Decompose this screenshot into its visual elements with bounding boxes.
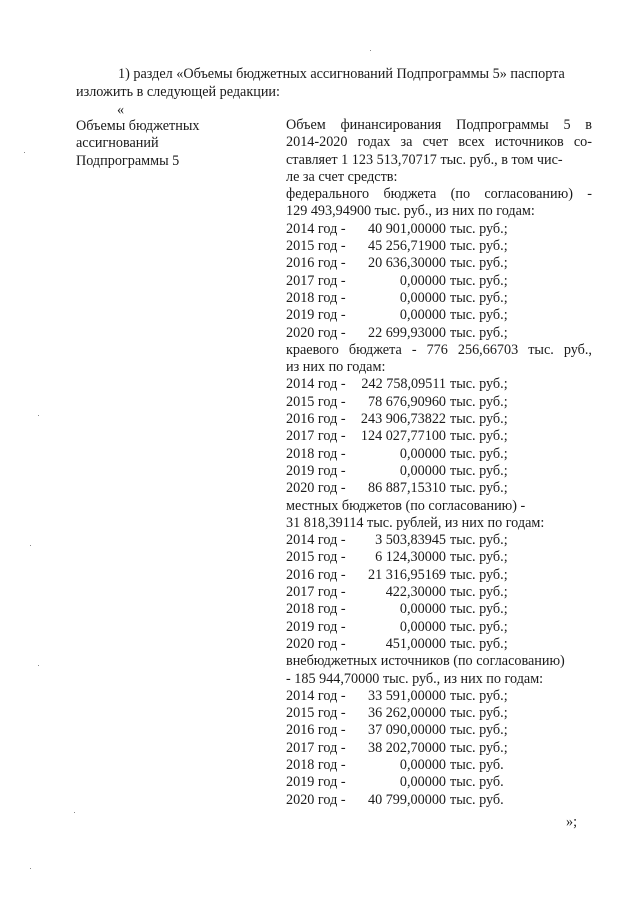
intro-line-2: изложить в следующей редакции: xyxy=(76,84,280,100)
year-unit: тыс. руб.; xyxy=(450,687,508,704)
year-amount: 22 699,93000 xyxy=(367,324,446,341)
year-row xyxy=(286,307,592,324)
year-row xyxy=(286,463,592,480)
year-row xyxy=(286,688,592,705)
year-row xyxy=(286,428,592,445)
word: - xyxy=(587,186,592,203)
year-row xyxy=(286,221,592,238)
year-amount: 21 316,95169 xyxy=(367,566,446,583)
year-row xyxy=(286,567,592,584)
year-amount: 40 901,00000 xyxy=(367,220,446,237)
year-unit: тыс. руб.; xyxy=(450,428,508,445)
year-unit: тыс. руб.; xyxy=(450,601,508,618)
word: в xyxy=(585,117,592,133)
word: (по xyxy=(450,186,471,203)
year-unit: тыс. руб. xyxy=(450,756,504,773)
year-row xyxy=(286,636,592,653)
word: финансирования xyxy=(340,117,442,133)
year-row xyxy=(286,480,592,497)
year-row xyxy=(286,273,592,290)
word: 2014-2020 xyxy=(286,134,348,151)
federal-years xyxy=(286,221,592,342)
year-unit: тыс. руб.; xyxy=(450,480,508,497)
scan-speck xyxy=(370,50,371,51)
year-label: 2018 год - xyxy=(286,601,346,618)
year-label: 2014 год - xyxy=(286,532,346,549)
year-unit: тыс. руб.; xyxy=(450,272,508,289)
year-unit: тыс. руб.; xyxy=(450,307,508,324)
year-amount: 36 262,00000 xyxy=(367,705,446,722)
federal-heading xyxy=(286,186,592,203)
extrabudget-total: - 185 944,70000 тыс. руб., из них по годам: xyxy=(286,670,544,687)
year-amount: 45 256,71900 xyxy=(367,238,446,255)
local-heading: местных бюджетов (по согласованию) - xyxy=(286,497,526,514)
year-unit: тыс. руб.; xyxy=(450,584,508,601)
year-label: 2015 год - xyxy=(286,238,346,255)
year-amount: 78 676,90960 xyxy=(367,393,446,410)
year-label: 2016 год - xyxy=(286,255,346,272)
word: 5 xyxy=(563,117,571,133)
year-unit: тыс. руб.; xyxy=(450,324,508,341)
total-line-4: ле за счет средств: xyxy=(286,168,398,185)
year-unit: тыс. руб.; xyxy=(450,566,508,583)
year-row xyxy=(286,238,592,255)
year-label: 2017 год - xyxy=(286,584,346,601)
year-label: 2014 год - xyxy=(286,220,346,237)
year-unit: тыс. руб.; xyxy=(450,255,508,272)
year-label: 2020 год - xyxy=(286,635,346,652)
year-row xyxy=(286,601,592,618)
year-label: 2018 год - xyxy=(286,445,346,462)
year-label: 2014 год - xyxy=(286,687,346,704)
year-unit: тыс. руб.; xyxy=(450,722,508,739)
year-amount: 0,00000 xyxy=(399,774,446,791)
year-row xyxy=(286,757,592,774)
year-label: 2016 год - xyxy=(286,411,346,428)
year-label: 2020 год - xyxy=(286,324,346,341)
scan-speck xyxy=(38,665,39,666)
year-amount: 0,00000 xyxy=(399,756,446,773)
year-row xyxy=(286,376,592,393)
year-label: 2018 год - xyxy=(286,756,346,773)
year-label: 2015 год - xyxy=(286,393,346,410)
total-line-2 xyxy=(286,134,592,151)
word: счет xyxy=(422,134,449,151)
year-label: 2017 год - xyxy=(286,272,346,289)
year-row xyxy=(286,394,592,411)
year-label: 2014 год - xyxy=(286,376,346,393)
year-unit: тыс. руб.; xyxy=(450,739,508,756)
year-row xyxy=(286,411,592,428)
year-label: 2020 год - xyxy=(286,480,346,497)
year-label: 2018 год - xyxy=(286,289,346,306)
year-unit: тыс. руб.; xyxy=(450,376,508,393)
year-unit: тыс. руб.; xyxy=(450,618,508,635)
extrabudget-heading: внебюджетных источников (по согласованию) xyxy=(286,653,565,670)
year-amount: 0,00000 xyxy=(399,445,446,462)
year-amount: 20 636,30000 xyxy=(367,255,446,272)
year-row xyxy=(286,325,592,342)
year-label: 2017 год - xyxy=(286,428,346,445)
year-amount: 451,00000 xyxy=(385,635,446,652)
year-amount: 86 887,15310 xyxy=(367,480,446,497)
year-row xyxy=(286,740,592,757)
year-row xyxy=(286,255,592,272)
year-label: 2019 год - xyxy=(286,618,346,635)
year-unit: тыс. руб.; xyxy=(450,411,508,428)
year-label: 2020 год - xyxy=(286,791,346,808)
word: 776 xyxy=(426,341,448,358)
year-row xyxy=(286,549,592,566)
year-row xyxy=(286,290,592,307)
year-amount: 38 202,70000 xyxy=(367,739,446,756)
total-line-1 xyxy=(286,117,592,134)
year-label: 2015 год - xyxy=(286,549,346,566)
intro-line-1: 1) раздел «Объемы бюджетных ассигнований Подпрограммы 5» паспорта xyxy=(118,66,565,82)
year-label: 2019 год - xyxy=(286,307,346,324)
year-row xyxy=(286,446,592,463)
year-unit: тыс. руб.; xyxy=(450,393,508,410)
year-unit: тыс. руб.; xyxy=(450,289,508,306)
left-cell-line: Подпрограммы 5 xyxy=(76,152,180,169)
word: краевого xyxy=(286,341,339,358)
year-unit: тыс. руб.; xyxy=(450,462,508,479)
year-unit: тыс. руб.; xyxy=(450,220,508,237)
extrabudget-years xyxy=(286,688,592,809)
scan-speck xyxy=(38,415,39,416)
word: Объем xyxy=(286,117,326,133)
word: за xyxy=(400,134,413,151)
regional-heading xyxy=(286,342,592,359)
year-amount: 422,30000 xyxy=(385,584,446,601)
word: согласованию) xyxy=(484,186,573,203)
regional-years xyxy=(286,376,592,497)
year-amount: 124 027,77100 xyxy=(360,428,446,445)
year-amount: 40 799,00000 xyxy=(367,791,446,808)
year-amount: 33 591,00000 xyxy=(367,687,446,704)
year-amount: 0,00000 xyxy=(399,272,446,289)
year-unit: тыс. руб.; xyxy=(450,238,508,255)
word: со- xyxy=(573,134,592,151)
closing-quote: »; xyxy=(566,814,578,830)
year-row xyxy=(286,722,592,739)
year-amount: 0,00000 xyxy=(399,462,446,479)
year-label: 2016 год - xyxy=(286,722,346,739)
year-unit: тыс. руб.; xyxy=(450,532,508,549)
scan-speck xyxy=(24,152,25,153)
year-amount: 0,00000 xyxy=(399,289,446,306)
year-unit: тыс. руб. xyxy=(450,774,504,791)
scan-speck xyxy=(30,868,31,869)
regional-subheading: из них по годам: xyxy=(286,359,386,376)
year-row xyxy=(286,705,592,722)
word: тыс. xyxy=(528,341,554,358)
year-amount: 6 124,30000 xyxy=(375,549,446,566)
year-unit: тыс. руб. xyxy=(450,791,504,808)
local-years xyxy=(286,532,592,653)
word: 256,66703 xyxy=(457,341,519,358)
left-cell-line: ассигнований xyxy=(76,135,159,152)
word: федерального xyxy=(286,186,370,203)
year-label: 2016 год - xyxy=(286,566,346,583)
left-cell-line: Объемы бюджетных xyxy=(76,118,200,134)
scan-speck xyxy=(30,545,31,546)
year-label: 2015 год - xyxy=(286,705,346,722)
year-amount: 37 090,00000 xyxy=(367,722,446,739)
word: - xyxy=(411,341,417,358)
word: Подпрограммы xyxy=(456,117,549,133)
local-total: 31 818,39114 тыс. рублей, из них по годам: xyxy=(286,514,545,531)
scan-speck xyxy=(74,812,75,813)
year-unit: тыс. руб.; xyxy=(450,549,508,566)
total-line-3: ставляет 1 123 513,70717 тыс. руб., в том чис- xyxy=(286,151,563,168)
year-unit: тыс. руб.; xyxy=(450,445,508,462)
year-label: 2019 год - xyxy=(286,774,346,791)
year-amount: 242 758,09511 xyxy=(361,376,446,393)
word: всех xyxy=(458,134,485,151)
word: руб., xyxy=(563,341,592,358)
year-row xyxy=(286,792,592,809)
year-label: 2019 год - xyxy=(286,462,346,479)
year-row xyxy=(286,619,592,636)
table-left-cell xyxy=(76,118,199,170)
word: бюджета xyxy=(383,186,437,203)
year-amount: 0,00000 xyxy=(399,601,446,618)
word: бюджета xyxy=(348,341,402,358)
year-unit: тыс. руб.; xyxy=(450,705,508,722)
opening-quote: « xyxy=(117,102,125,118)
year-row xyxy=(286,532,592,549)
year-amount: 0,00000 xyxy=(399,307,446,324)
year-row xyxy=(286,774,592,791)
year-label: 2017 год - xyxy=(286,739,346,756)
year-amount: 3 503,83945 xyxy=(375,532,446,549)
word: годах xyxy=(357,134,391,151)
year-unit: тыс. руб.; xyxy=(450,635,508,652)
word: источников xyxy=(494,134,564,151)
year-amount: 0,00000 xyxy=(399,618,446,635)
year-row xyxy=(286,584,592,601)
table-right-cell xyxy=(286,117,592,809)
year-amount: 243 906,73822 xyxy=(360,411,446,428)
federal-total: 129 493,94900 тыс. руб., из них по годам: xyxy=(286,203,535,220)
